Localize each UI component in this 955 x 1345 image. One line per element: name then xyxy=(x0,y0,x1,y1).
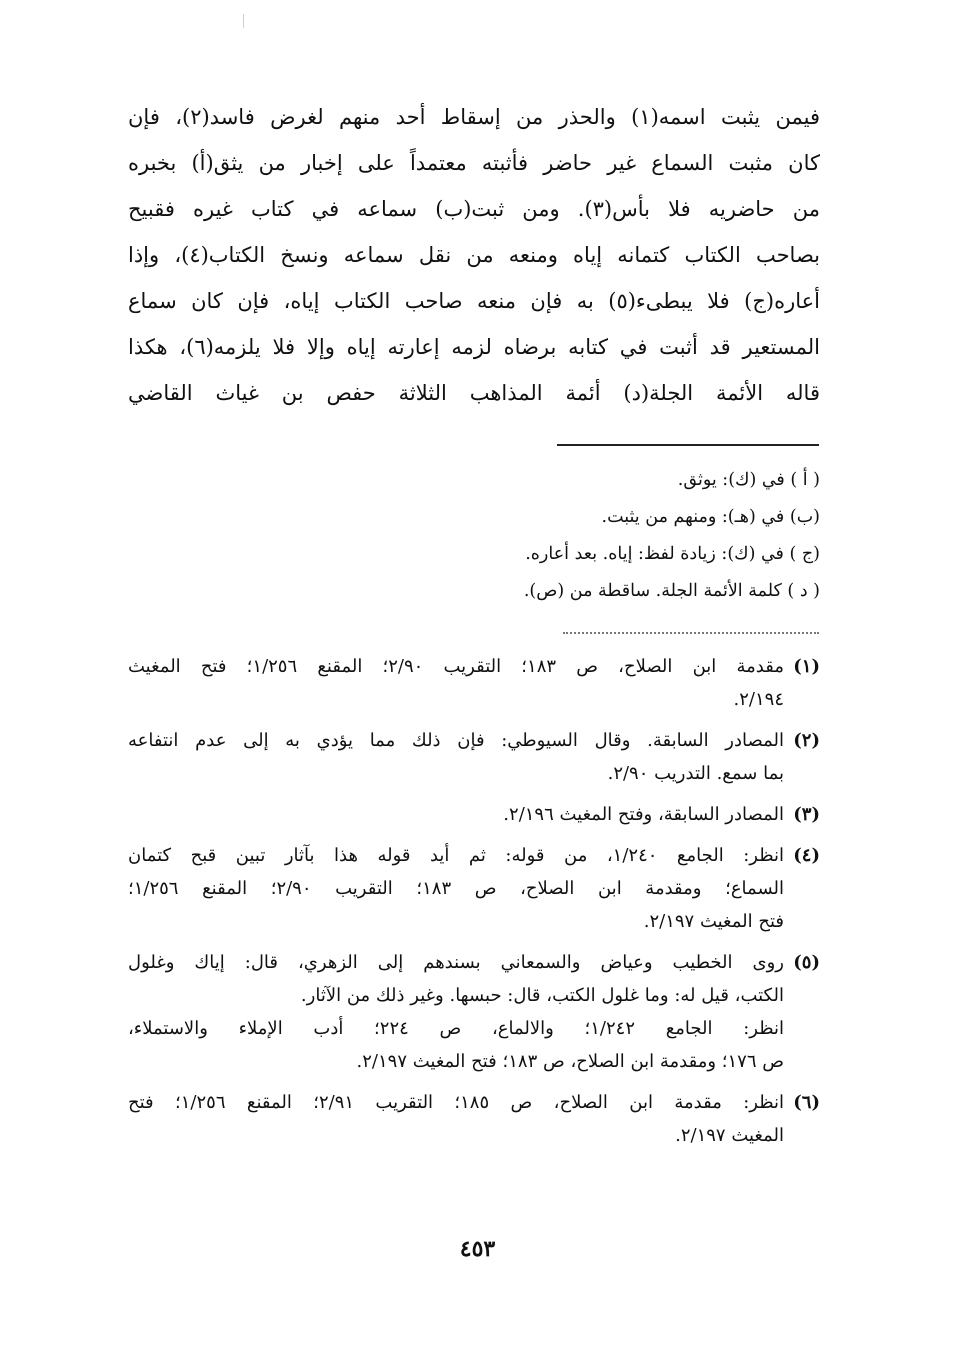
footnote-line: مقدمة ابن الصلاح، ص ١٨٣؛ التقريب ٢/٩٠؛ المقنع ١/٢٥٦؛ فتح المغيث xyxy=(128,656,784,677)
footnote-separator xyxy=(557,444,819,446)
variant-note: (ج ) في (ك): زيادة لفظ: إياه. بعد أعاره. xyxy=(525,544,820,564)
footnote-line: انظر: الجامع ١/٢٤٠، من قوله: ثم أيد قوله هذا بآثار تبين قبح كتمان xyxy=(128,845,784,866)
footnote-line: الكتب، قيل له: وما غلول الكتب، قال: حبسها. وغير ذلك من الآثار. xyxy=(300,985,784,1006)
footnote xyxy=(128,1086,820,1152)
footnote-line: السماع؛ ومقدمة ابن الصلاح، ص ١٨٣؛ التقريب ٢/٩٠؛ المقنع ١/٢٥٦؛ xyxy=(128,878,784,899)
footnote-line: روى الخطيب وعياض والسمعاني بسندهم إلى الزهري، قال: إياك وغلول xyxy=(128,952,784,973)
footnotes xyxy=(128,650,820,1160)
footnote-number: (٣) xyxy=(793,804,820,825)
footnote xyxy=(128,946,820,1078)
variant-note: (ب) في (هـ): ومنهم من يثبت. xyxy=(601,507,820,527)
footnote-line: ص ١٧٦؛ ومقدمة ابن الصلاح، ص ١٨٣؛ فتح المغيث ٢/١٩٧. xyxy=(356,1051,784,1072)
main-text-line: كان مثبت السماع غير حاضر فأثبته معتمداً على إخبار من يثق(أ) بخبره xyxy=(128,151,820,175)
main-text-line: من حاضريه فلا بأس(٣). ومن ثبت(ب) سماعه في كتاب غيره فقبيح xyxy=(128,197,820,221)
footnote xyxy=(128,724,820,790)
footnote-line: المصادر السابقة، وفتح المغيث ٢/١٩٦. xyxy=(503,804,784,825)
manuscript-variants xyxy=(128,462,820,610)
variant-note: ( د ) كلمة الأئمة الجلة. ساقطة من (ص). xyxy=(523,581,820,601)
footnote-number: (٦) xyxy=(793,1092,820,1113)
main-text-line: قاله الأئمة الجلة(د) أئمة المذاهب الثلاثة حفص بن غياث القاضي xyxy=(128,381,820,405)
variant-note: ( أ ) في (ك): يوثق. xyxy=(677,470,820,490)
footnote-number: (١) xyxy=(793,656,820,677)
main-text-line: المستعير قد أثبت في كتابه برضاه لزمه إعارته إياه وإلا فلا يلزمه(٦)، هكذا xyxy=(128,335,820,359)
footnote xyxy=(128,650,820,716)
footnote-line: المغيث ٢/١٩٧. xyxy=(675,1125,784,1146)
footnote-number: (٥) xyxy=(793,952,820,973)
footnote-line: المصادر السابقة. وقال السيوطي: فإن ذلك مما يؤدي به إلى عدم انتفاعه xyxy=(128,730,784,751)
footnote-line: ٢/١٩٤. xyxy=(733,689,784,710)
scan-mark xyxy=(243,14,244,28)
main-text-line: فيمن يثبت اسمه(١) والحذر من إسقاط أحد منهم لغرض فاسد(٢)، فإن xyxy=(128,105,820,129)
main-text-line: أعاره(ج) فلا يبطىء(٥) به فإن منعه صاحب الكتاب إياه، فإن كان سماع xyxy=(128,289,820,313)
dotted-separator xyxy=(563,632,819,634)
footnote-number: (٤) xyxy=(793,845,820,866)
page-number: ٤٥٣ xyxy=(459,1236,496,1262)
main-text-line: بصاحب الكتاب كتمانه إياه ومنعه من نقل سماعه ونسخ الكتاب(٤)، وإذا xyxy=(128,243,820,267)
main-text xyxy=(128,94,820,416)
footnote-line: فتح المغيث ٢/١٩٧. xyxy=(643,911,784,932)
footnote-number: (٢) xyxy=(793,730,820,751)
footnote-line: انظر: الجامع ١/٢٤٢؛ والالماع، ص ٢٢٤؛ أدب الإملاء والاستملاء، xyxy=(128,1018,784,1039)
footnote-line: بما سمع. التدريب ٢/٩٠. xyxy=(607,763,784,784)
footnote xyxy=(128,839,820,938)
footnote-line: انظر: مقدمة ابن الصلاح، ص ١٨٥؛ التقريب ٢/٩١؛ المقنع ١/٢٥٦؛ فتح xyxy=(128,1092,784,1113)
footnote xyxy=(128,798,820,831)
